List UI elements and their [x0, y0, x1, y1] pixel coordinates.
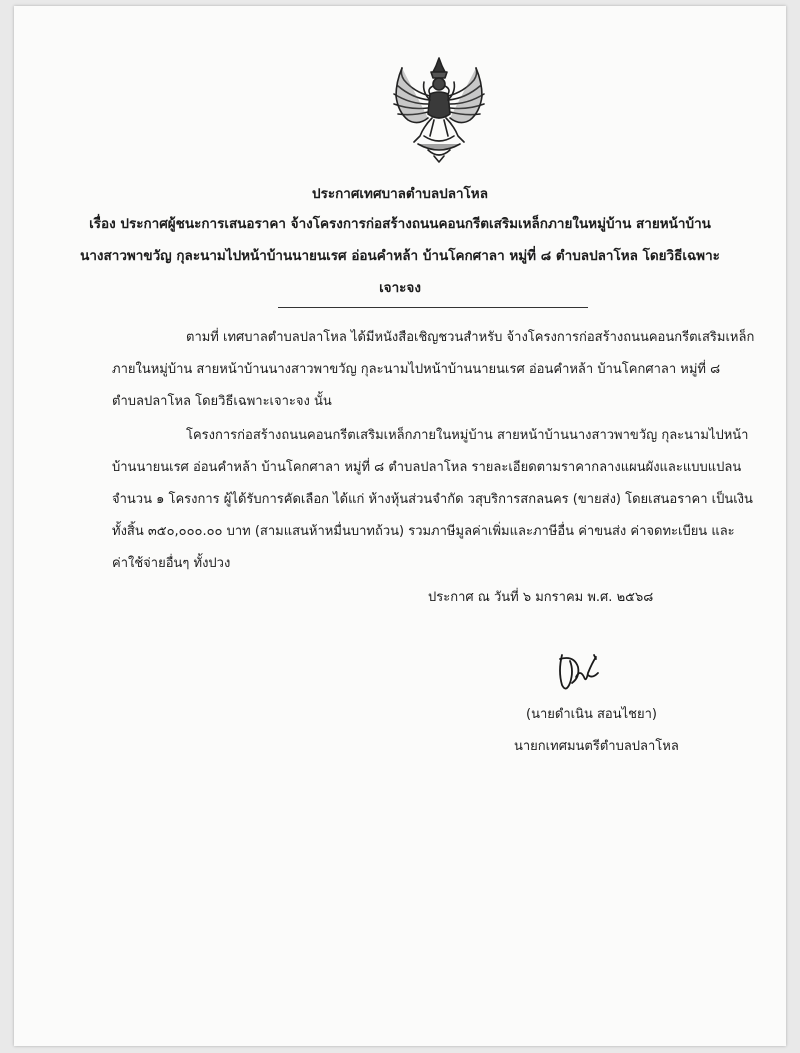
subject-line: เจาะจง [379, 280, 421, 296]
garuda-emblem-icon [384, 52, 494, 164]
body-paragraph-2-line: ค่าใช้จ่ายอื่นๆ ทั้งปวง [112, 556, 231, 571]
divider-line [278, 307, 588, 308]
subject-line: เรื่อง ประกาศผู้ชนะการเสนอราคา จ้างโครงการก่อสร้างถนนคอนกรีตเสริมเหล็กภายในหมู่บ้าน สายหน้าบ้าน [89, 216, 711, 232]
body-paragraph-1-line: ตำบลปลาโหล โดยวิธีเฉพาะเจาะจง นั้น [112, 394, 332, 409]
announcement-date: ประกาศ ณ วันที่ ๖ มกราคม พ.ศ. ๒๕๖๘ [428, 590, 654, 605]
body-paragraph-1-line: ภายในหมู่บ้าน สายหน้าบ้านนางสาวพาขวัญ กุละนามไปหน้าบ้านนายนเรศ อ่อนคำหล้า บ้านโคกศาลา หมู่ที่ ๘ [112, 362, 721, 377]
document-page [14, 6, 786, 1046]
subject-line: นางสาวพาขวัญ กุละนามไปหน้าบ้านนายนเรศ อ่อนคำหล้า บ้านโคกศาลา หมู่ที่ ๘ ตำบลปลาโหล โดยวิธีเฉพาะ [80, 248, 720, 264]
body-paragraph-2-line: บ้านนายนเรศ อ่อนคำหล้า บ้านโคกศาลา หมู่ที่ ๘ ตำบลปลาโหล รายละเอียดตามราคากลางแผนผังและแบบแปลน [112, 460, 742, 475]
body-paragraph-2-line: โครงการก่อสร้างถนนคอนกรีตเสริมเหล็กภายในหมู่บ้าน สายหน้าบ้านนางสาวพาขวัญ กุละนามไปหน้า [186, 428, 749, 443]
handwritten-signature-icon [548, 649, 608, 697]
body-paragraph-2-line: ทั้งสิ้น ๓๕๐,๐๐๐.๐๐ บาท (สามแสนห้าหมื่นบาทถ้วน) รวมภาษีมูลค่าเพิ่มและภาษีอื่น ค่าขนส่ง ค่าจดทะเบียน และ [112, 524, 735, 539]
body-paragraph-1-line: ตามที่ เทศบาลตำบลปลาโหล ได้มีหนังสือเชิญชวนสำหรับ จ้างโครงการก่อสร้างถนนคอนกรีตเสริมเหล็ก [186, 330, 755, 345]
signer-name: (นายดำเนิน สอนไชยา) [526, 707, 657, 722]
announcement-heading: ประกาศเทศบาลตำบลปลาโหล [312, 186, 488, 202]
signer-position: นายกเทศมนตรีตำบลปลาโหล [514, 739, 679, 754]
body-paragraph-2-line: จำนวน ๑ โครงการ ผู้ได้รับการคัดเลือก ได้แก่ ห้างหุ้นส่วนจำกัด วสุบริการสกลนคร (ขายส่ง) โดยเสนอราคา เป็นเงิน [112, 492, 753, 507]
